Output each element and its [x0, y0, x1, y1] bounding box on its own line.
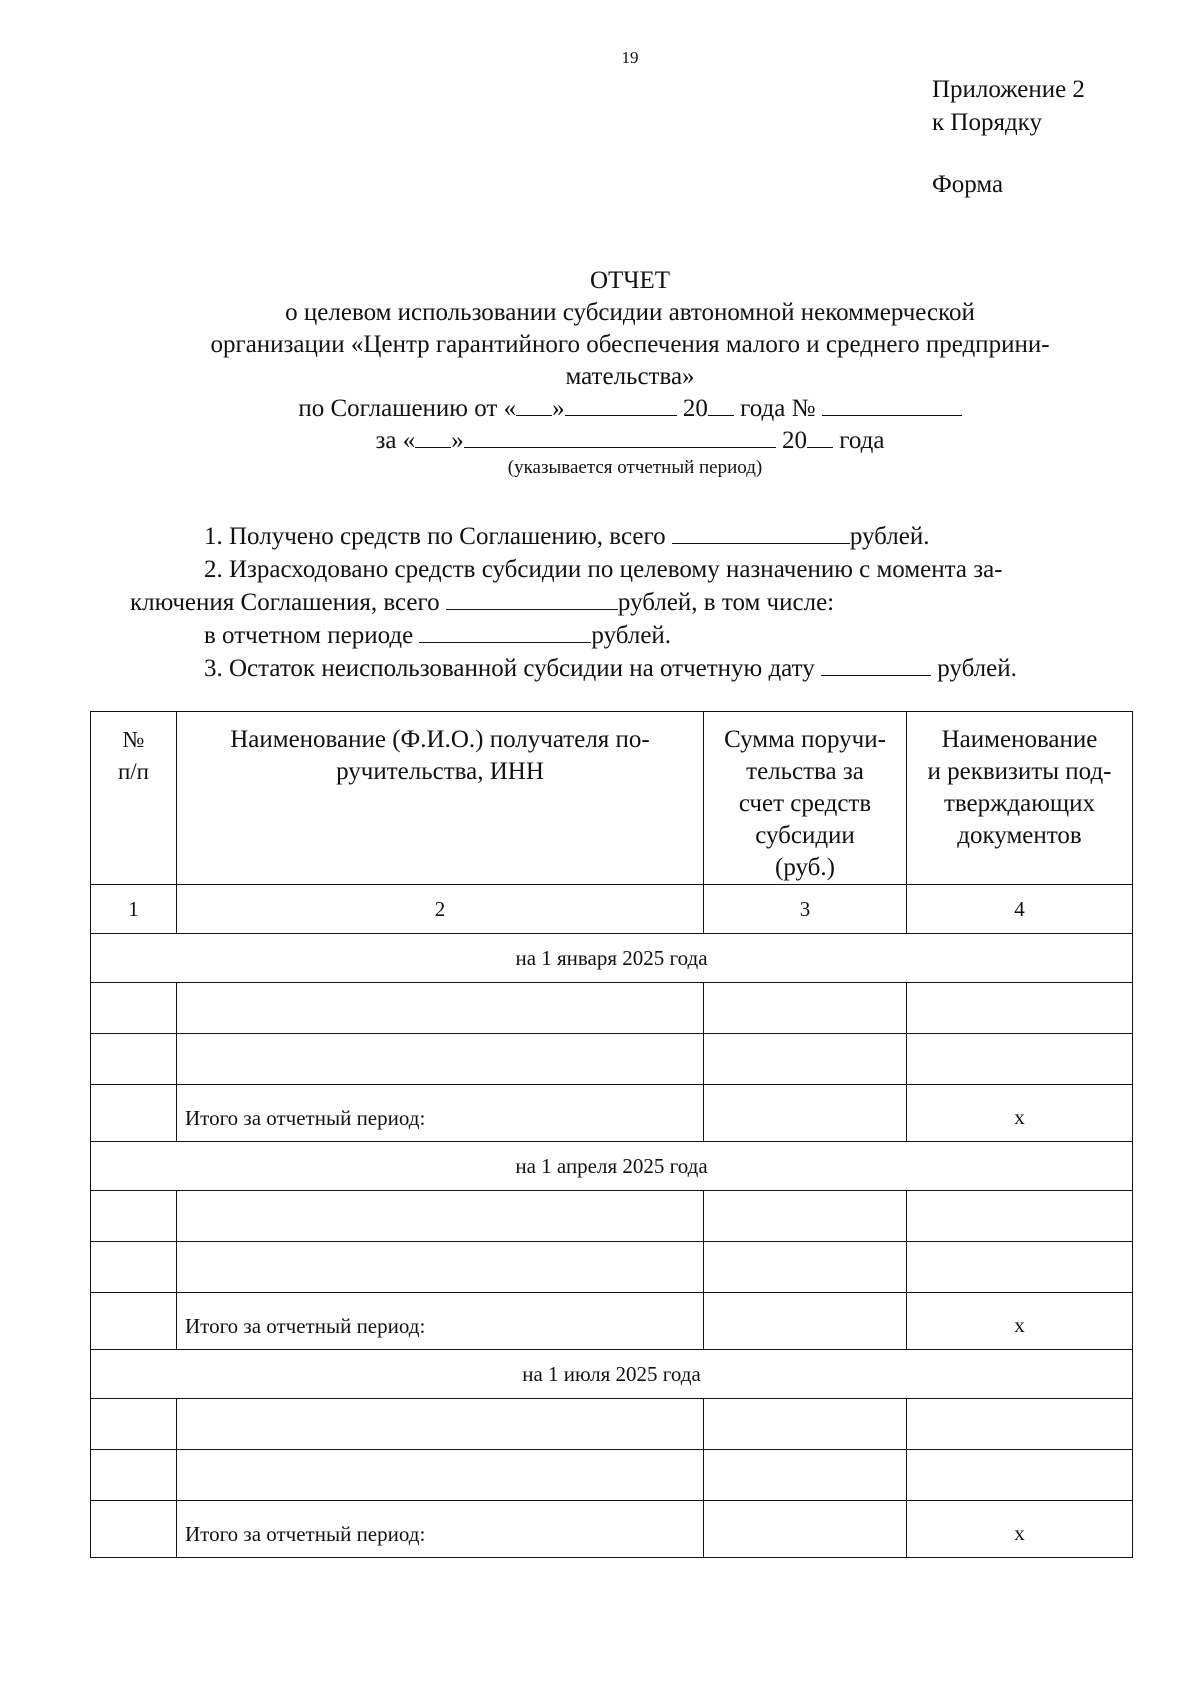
cell-documents[interactable] — [907, 1242, 1133, 1293]
cell-recipient[interactable] — [177, 1399, 704, 1450]
cell-recipient[interactable] — [177, 1242, 704, 1293]
item-2-sub-text: в отчетном периоде — [204, 622, 414, 649]
header-sum-line-4: субсидии — [755, 822, 855, 849]
agreement-number-sign: № — [791, 395, 816, 422]
item-2-line-b — [130, 586, 1130, 619]
item-1-amount-blank[interactable] — [672, 521, 850, 544]
total-row — [91, 1501, 1133, 1558]
table-row — [91, 1034, 1133, 1085]
cell-sum[interactable] — [704, 983, 907, 1034]
cell-recipient[interactable] — [177, 983, 704, 1034]
table-header-row — [91, 712, 1133, 885]
item-1-unit: рублей. — [849, 523, 930, 550]
column-number-4: 4 — [907, 885, 1133, 934]
cell-sum[interactable] — [704, 1191, 907, 1242]
item-2-line-a: 2. Израсходовано средств субсидии по целевому назначению с момента за- — [204, 556, 1003, 583]
header-number — [91, 712, 177, 885]
item-3-text: 3. Остаток неиспользованной субсидии на отчетную дату — [204, 655, 815, 682]
cell-sum[interactable] — [704, 1399, 907, 1450]
header-documents — [907, 712, 1133, 885]
header-docs-line-1: Наименование — [941, 726, 1098, 753]
period-row-july — [91, 1350, 1133, 1399]
agreement-year-suffix: года — [740, 395, 786, 422]
agreement-year-blank[interactable] — [708, 393, 734, 416]
item-2-text-b: ключения Соглашения, всего — [130, 589, 440, 616]
cell-recipient[interactable] — [177, 1191, 704, 1242]
cell-total-sum[interactable] — [704, 1501, 907, 1558]
cell-documents[interactable] — [907, 1450, 1133, 1501]
cell-number[interactable] — [91, 1191, 177, 1242]
table-row — [91, 983, 1133, 1034]
item-2-sub-amount-blank[interactable] — [419, 620, 591, 643]
period-month-blank[interactable] — [464, 425, 776, 448]
header-number-line-1: № — [122, 727, 145, 752]
total-x-mark: х — [907, 1293, 1133, 1350]
header-sum-line-3: счет средств — [738, 790, 872, 817]
agreement-number-blank[interactable] — [822, 393, 962, 416]
period-line — [120, 425, 1140, 457]
table-row — [91, 1191, 1133, 1242]
report-items — [130, 520, 1130, 685]
header-sum-line-5: (руб.) — [775, 854, 835, 881]
report-table — [90, 711, 1133, 1558]
period-label: на 1 апреля 2025 года — [91, 1142, 1133, 1191]
column-number-1: 1 — [91, 885, 177, 934]
report-title: ОТЧЕТ — [589, 267, 671, 294]
total-label: Итого за отчетный период: — [177, 1501, 704, 1558]
cell-number[interactable] — [91, 983, 177, 1034]
header-docs-line-3: тверждающих — [943, 790, 1096, 817]
total-row — [91, 1293, 1133, 1350]
period-label: на 1 января 2025 года — [91, 934, 1133, 983]
agreement-month-blank[interactable] — [565, 393, 677, 416]
item-3-amount-blank[interactable] — [821, 653, 931, 676]
header-name-line-1: Наименование (Ф.И.О.) получателя по- — [230, 726, 650, 753]
cell-total-sum[interactable] — [704, 1085, 907, 1142]
period-year-prefix: 20 — [782, 427, 807, 454]
period-note: (указывается отчетный период) — [507, 457, 763, 478]
period-year-blank[interactable] — [807, 425, 833, 448]
agreement-day-blank[interactable] — [516, 393, 552, 416]
item-1 — [130, 520, 1130, 553]
header-recipient-name — [177, 712, 704, 885]
cell-sum[interactable] — [704, 1242, 907, 1293]
item-2-amount-blank[interactable] — [446, 587, 618, 610]
column-number-3: 3 — [704, 885, 907, 934]
cell-recipient[interactable] — [177, 1034, 704, 1085]
cell-number[interactable] — [91, 1450, 177, 1501]
report-title-block — [120, 265, 1140, 479]
table-row — [91, 1399, 1133, 1450]
total-label: Итого за отчетный период: — [177, 1085, 704, 1142]
column-numbers-row — [91, 885, 1133, 934]
appendix-line-2: к Порядку — [932, 109, 1042, 136]
item-1-text: 1. Получено средств по Соглашению, всего — [204, 523, 666, 550]
item-3-unit: рублей. — [937, 655, 1017, 682]
report-subtitle-line-1: о целевом использовании субсидии автономной некоммерческой — [285, 299, 975, 326]
header-docs-line-2: и реквизиты под- — [927, 758, 1112, 785]
cell-number — [91, 1293, 177, 1350]
period-label: на 1 июля 2025 года — [91, 1350, 1133, 1399]
cell-number[interactable] — [91, 1034, 177, 1085]
cell-documents[interactable] — [907, 1399, 1133, 1450]
item-2-unit: рублей, в том числе: — [617, 589, 835, 616]
period-year-suffix: года — [839, 427, 885, 454]
column-number-2: 2 — [177, 885, 704, 934]
table-row — [91, 1450, 1133, 1501]
total-label: Итого за отчетный период: — [177, 1293, 704, 1350]
report-subtitle-line-3: мательства» — [565, 363, 695, 390]
cell-number — [91, 1085, 177, 1142]
header-sum-line-2: тельства за — [746, 758, 864, 785]
period-row-april — [91, 1142, 1133, 1191]
cell-number[interactable] — [91, 1399, 177, 1450]
cell-number[interactable] — [91, 1242, 177, 1293]
header-name-line-2: ручительства, ИНН — [336, 758, 544, 785]
item-2-sub — [130, 619, 1130, 652]
item-2-sub-unit: рублей. — [591, 622, 672, 649]
cell-recipient[interactable] — [177, 1450, 704, 1501]
cell-documents[interactable] — [907, 1191, 1133, 1242]
report-subtitle-line-2: организации «Центр гарантийного обеспечения малого и среднего предприни- — [210, 331, 1050, 358]
period-prefix: за « — [375, 427, 416, 454]
cell-total-sum[interactable] — [704, 1293, 907, 1350]
cell-documents[interactable] — [907, 983, 1133, 1034]
cell-number — [91, 1501, 177, 1558]
appendix-line-1: Приложение 2 — [932, 76, 1085, 103]
header-guarantee-sum — [704, 712, 907, 885]
period-quote: » — [451, 427, 464, 454]
page-number: 19 — [621, 48, 639, 67]
period-row-january — [91, 934, 1133, 983]
agreement-prefix: по Соглашению от « — [298, 395, 517, 422]
header-sum-line-1: Сумма поручи- — [724, 726, 886, 753]
item-3 — [130, 652, 1130, 685]
cell-sum[interactable] — [704, 1450, 907, 1501]
appendix-reference — [932, 73, 1085, 139]
agreement-quote: » — [552, 395, 565, 422]
total-row — [91, 1085, 1133, 1142]
header-number-line-2: п/п — [117, 759, 149, 784]
total-x-mark: х — [907, 1501, 1133, 1558]
form-label: Форма — [932, 171, 1004, 198]
header-docs-line-4: документов — [957, 822, 1082, 849]
cell-documents[interactable] — [907, 1034, 1133, 1085]
period-day-blank[interactable] — [415, 425, 451, 448]
total-x-mark: х — [907, 1085, 1133, 1142]
cell-sum[interactable] — [704, 1034, 907, 1085]
agreement-year-prefix: 20 — [682, 395, 708, 422]
table-row — [91, 1242, 1133, 1293]
agreement-line — [120, 393, 1140, 425]
